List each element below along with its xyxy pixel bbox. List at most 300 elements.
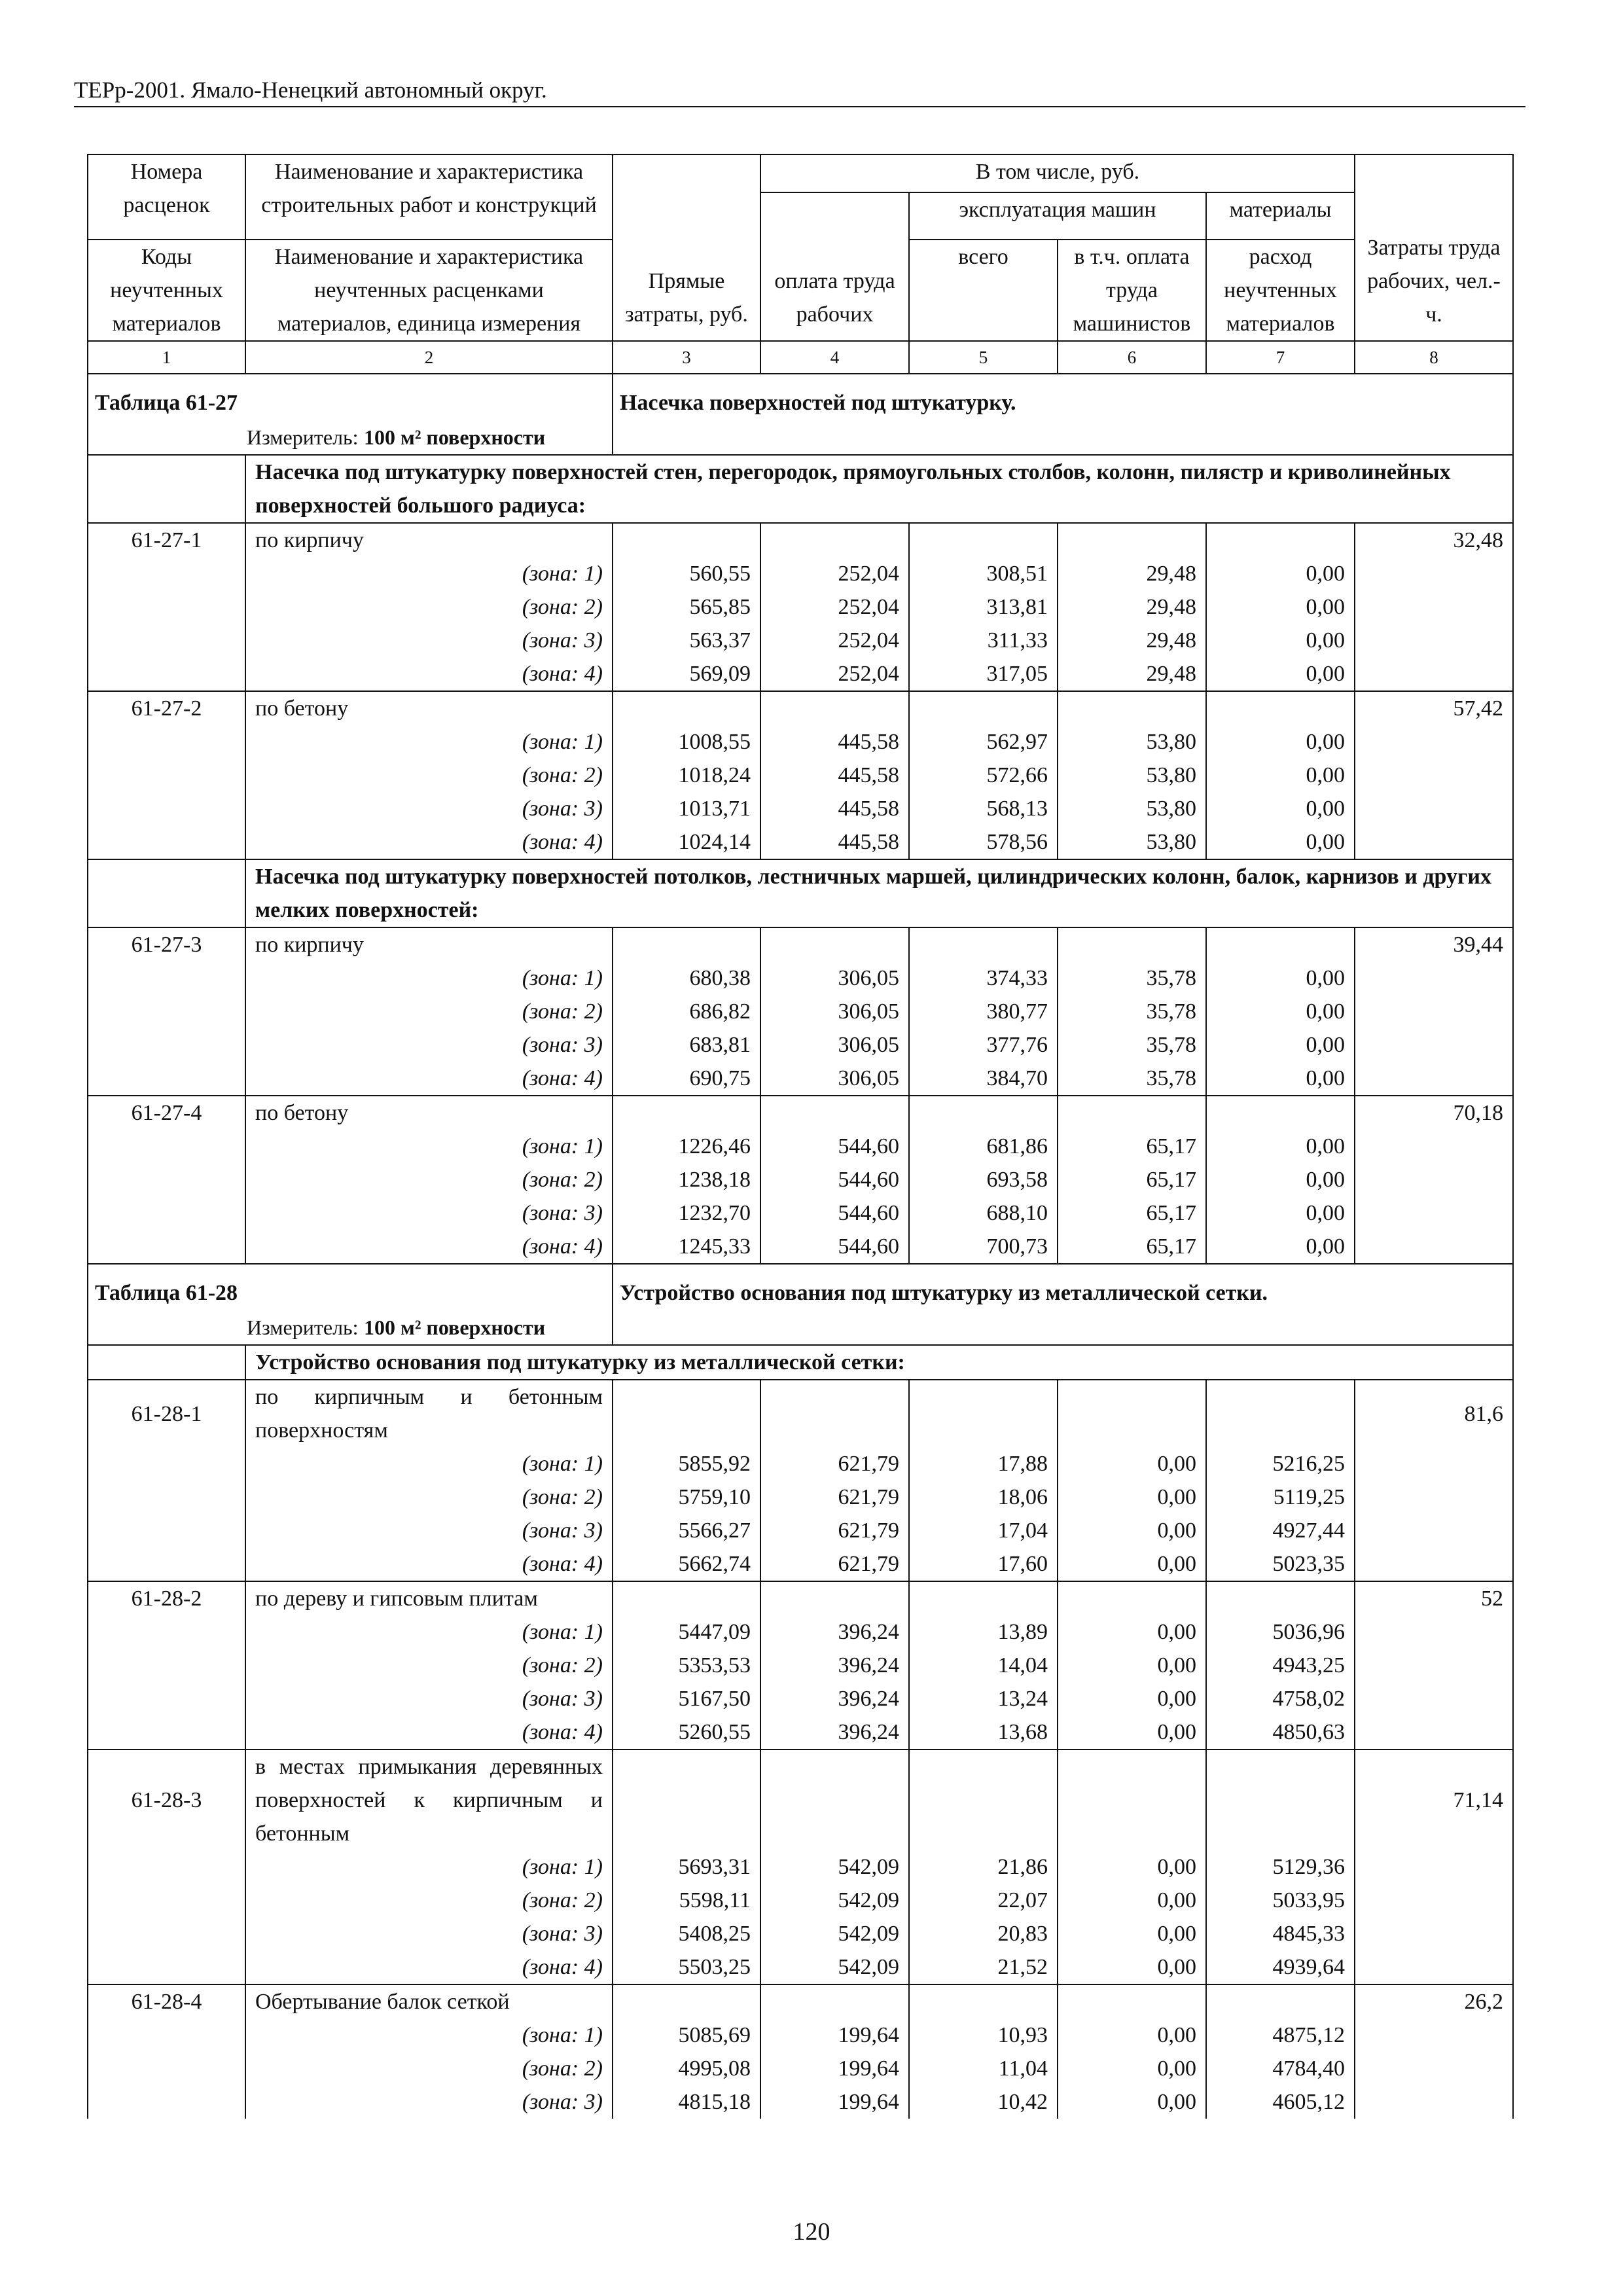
direct-cost: 686,82 xyxy=(613,995,760,1028)
empty-cell xyxy=(1206,1380,1355,1447)
empty-cell xyxy=(909,691,1058,725)
machine-cost: 700,73 xyxy=(909,1230,1058,1264)
empty-cell xyxy=(1355,1715,1513,1749)
empty-cell xyxy=(88,657,245,691)
meter xyxy=(88,421,613,455)
empty-cell xyxy=(1355,1062,1513,1096)
wage-cost: 542,09 xyxy=(760,1917,909,1950)
zone-label: (зона: 1) xyxy=(245,961,613,995)
rate-code: 61-28-1 xyxy=(88,1380,245,1447)
direct-cost: 690,75 xyxy=(613,1062,760,1096)
zone-label: (зона: 3) xyxy=(245,792,613,825)
machinist-wage: 0,00 xyxy=(1058,1850,1206,1884)
zone-label: (зона: 4) xyxy=(245,1715,613,1749)
direct-cost: 5353,53 xyxy=(613,1649,760,1682)
table-row xyxy=(88,1984,1513,2018)
material-cost: 0,00 xyxy=(1206,557,1355,590)
labor-cost: 39,44 xyxy=(1355,927,1513,961)
empty-cell xyxy=(613,1096,760,1130)
machine-cost: 317,05 xyxy=(909,657,1058,691)
col-number: 8 xyxy=(1355,341,1513,374)
material-cost: 0,00 xyxy=(1206,961,1355,995)
work-name: по бетону xyxy=(245,1096,613,1130)
machine-cost: 578,56 xyxy=(909,825,1058,859)
direct-cost: 5503,25 xyxy=(613,1950,760,1984)
empty-cell xyxy=(88,2085,245,2119)
table-row xyxy=(88,1480,1513,1514)
empty-cell xyxy=(613,927,760,961)
empty-cell xyxy=(1355,1196,1513,1230)
empty-cell xyxy=(88,624,245,657)
zone-label: (зона: 1) xyxy=(245,1615,613,1649)
material-cost: 0,00 xyxy=(1206,1163,1355,1196)
empty-cell xyxy=(909,1096,1058,1130)
empty-cell xyxy=(88,759,245,792)
empty-cell xyxy=(88,1196,245,1230)
work-name: по кирпичным и бетонным поверхностям xyxy=(245,1380,613,1447)
table-row xyxy=(88,557,1513,590)
table-row xyxy=(88,374,1513,421)
empty-cell xyxy=(88,1917,245,1950)
material-cost: 4943,25 xyxy=(1206,1649,1355,1682)
material-cost: 0,00 xyxy=(1206,725,1355,759)
empty-cell xyxy=(613,1581,760,1615)
section-heading: Насечка под штукатурку поверхностей потолков, лестничных маршей, цилиндрических колонн, балок, карнизов и других мелких поверхностей: xyxy=(245,859,1513,927)
table-row xyxy=(88,1581,1513,1615)
empty-cell xyxy=(88,2018,245,2052)
table-row xyxy=(88,2018,1513,2052)
empty-cell xyxy=(760,1380,909,1447)
empty-cell xyxy=(88,1850,245,1884)
rate-code: 61-27-3 xyxy=(88,927,245,961)
zone-label: (зона: 1) xyxy=(245,1130,613,1163)
machinist-wage: 0,00 xyxy=(1058,1715,1206,1749)
empty-cell xyxy=(1355,725,1513,759)
table-row xyxy=(88,725,1513,759)
direct-cost: 680,38 xyxy=(613,961,760,995)
labor-cost: 57,42 xyxy=(1355,691,1513,725)
meter xyxy=(88,1311,613,1345)
wage-cost: 306,05 xyxy=(760,961,909,995)
machine-cost: 17,04 xyxy=(909,1514,1058,1547)
machinist-wage: 0,00 xyxy=(1058,1917,1206,1950)
wage-cost: 445,58 xyxy=(760,792,909,825)
wage-cost: 396,24 xyxy=(760,1682,909,1715)
zone-label: (зона: 2) xyxy=(245,590,613,624)
rate-code: 61-27-2 xyxy=(88,691,245,725)
direct-cost: 683,81 xyxy=(613,1028,760,1062)
empty-cell xyxy=(88,725,245,759)
zone-label: (зона: 2) xyxy=(245,1480,613,1514)
zone-label: (зона: 1) xyxy=(245,1447,613,1480)
empty-cell xyxy=(1355,624,1513,657)
zone-label: (зона: 3) xyxy=(245,624,613,657)
material-cost: 4845,33 xyxy=(1206,1917,1355,1950)
wage-cost: 621,79 xyxy=(760,1514,909,1547)
rates-table-body xyxy=(88,374,1513,2119)
wage-cost: 252,04 xyxy=(760,590,909,624)
table-row xyxy=(88,961,1513,995)
meter-value: 100 м² поверхности xyxy=(364,425,546,449)
material-cost: 4850,63 xyxy=(1206,1715,1355,1749)
direct-cost: 5566,27 xyxy=(613,1514,760,1547)
header-col6: в т.ч. оплата труда машинистов xyxy=(1058,240,1206,341)
empty-cell xyxy=(88,1447,245,1480)
table-row xyxy=(88,523,1513,557)
table-row xyxy=(88,1196,1513,1230)
material-cost: 0,00 xyxy=(1206,759,1355,792)
col-number: 3 xyxy=(613,341,760,374)
section-heading: Насечка под штукатурку поверхностей стен, перегородок, прямоугольных столбов, колонн, пилястр и криволинейных поверхностей большого радиуса: xyxy=(245,455,1513,523)
machine-cost: 17,60 xyxy=(909,1547,1058,1581)
machinist-wage: 0,00 xyxy=(1058,1514,1206,1547)
empty-cell xyxy=(1355,961,1513,995)
empty-cell xyxy=(1206,1984,1355,2018)
empty-cell xyxy=(1355,995,1513,1028)
zone-label: (зона: 3) xyxy=(245,1196,613,1230)
table-row xyxy=(88,657,1513,691)
empty-cell xyxy=(909,1380,1058,1447)
rates-table-frame xyxy=(87,154,1512,2144)
direct-cost: 5085,69 xyxy=(613,2018,760,2052)
header-col2-bottom: Наименование и характеристика неучтенных расценками материалов, единица измерения xyxy=(245,240,613,341)
empty-cell xyxy=(909,1749,1058,1850)
machine-cost: 21,52 xyxy=(909,1950,1058,1984)
empty-cell xyxy=(1355,1230,1513,1264)
zone-label: (зона: 4) xyxy=(245,1547,613,1581)
machinist-wage: 0,00 xyxy=(1058,1884,1206,1917)
machinist-wage: 0,00 xyxy=(1058,1682,1206,1715)
wage-cost: 306,05 xyxy=(760,1062,909,1096)
zone-label: (зона: 2) xyxy=(245,1649,613,1682)
empty-cell xyxy=(88,1682,245,1715)
machine-cost: 13,89 xyxy=(909,1615,1058,1649)
material-cost: 0,00 xyxy=(1206,624,1355,657)
wage-cost: 445,58 xyxy=(760,825,909,859)
running-header: ТЕРр-2001. Ямало-Ненецкий автономный округ. xyxy=(74,77,547,103)
direct-cost: 5167,50 xyxy=(613,1682,760,1715)
wage-cost: 445,58 xyxy=(760,725,909,759)
direct-cost: 563,37 xyxy=(613,624,760,657)
material-cost: 4758,02 xyxy=(1206,1682,1355,1715)
empty-cell xyxy=(1355,2085,1513,2119)
direct-cost: 5855,92 xyxy=(613,1447,760,1480)
direct-cost: 1245,33 xyxy=(613,1230,760,1264)
empty-cell xyxy=(1355,1130,1513,1163)
material-cost: 5036,96 xyxy=(1206,1615,1355,1649)
machinist-wage: 0,00 xyxy=(1058,1950,1206,1984)
rate-code: 61-28-4 xyxy=(88,1984,245,2018)
empty-cell xyxy=(88,557,245,590)
header-col1-bottom: Коды неучтенных материалов xyxy=(88,240,245,341)
header-col7: расход неучтенных материалов xyxy=(1206,240,1355,341)
machine-cost: 568,13 xyxy=(909,792,1058,825)
empty-cell xyxy=(1355,759,1513,792)
rates-table xyxy=(87,154,1514,2119)
empty-cell xyxy=(1355,2052,1513,2085)
material-cost: 0,00 xyxy=(1206,825,1355,859)
material-cost: 0,00 xyxy=(1206,590,1355,624)
direct-cost: 1232,70 xyxy=(613,1196,760,1230)
col-number: 6 xyxy=(1058,341,1206,374)
table-row xyxy=(88,691,1513,725)
empty-cell xyxy=(1355,1917,1513,1950)
machine-cost: 688,10 xyxy=(909,1196,1058,1230)
empty-cell xyxy=(88,1480,245,1514)
empty-cell xyxy=(1355,1615,1513,1649)
material-cost: 5129,36 xyxy=(1206,1850,1355,1884)
table-row xyxy=(88,455,1513,523)
machinist-wage: 29,48 xyxy=(1058,557,1206,590)
empty-cell xyxy=(1355,1884,1513,1917)
table-description: Насечка поверхностей под штукатурку. xyxy=(613,374,1513,421)
direct-cost: 5447,09 xyxy=(613,1615,760,1649)
empty-cell xyxy=(1206,927,1355,961)
table-row xyxy=(88,1264,1513,1311)
col-number: 2 xyxy=(245,341,613,374)
machine-cost: 13,68 xyxy=(909,1715,1058,1749)
machine-cost: 313,81 xyxy=(909,590,1058,624)
table-row xyxy=(88,759,1513,792)
table-row xyxy=(88,1715,1513,1749)
wage-cost: 306,05 xyxy=(760,995,909,1028)
empty-cell xyxy=(613,1749,760,1850)
table-row xyxy=(88,1380,1513,1447)
table-row xyxy=(88,1230,1513,1264)
table-row xyxy=(88,590,1513,624)
empty-cell xyxy=(760,1984,909,2018)
empty-cell xyxy=(1355,1163,1513,1196)
wage-cost: 396,24 xyxy=(760,1615,909,1649)
zone-label: (зона: 3) xyxy=(245,2085,613,2119)
zone-label: (зона: 4) xyxy=(245,1062,613,1096)
table-row xyxy=(88,1615,1513,1649)
direct-cost: 569,09 xyxy=(613,657,760,691)
material-cost: 0,00 xyxy=(1206,995,1355,1028)
caption-spacer xyxy=(613,1311,1513,1345)
wage-cost: 252,04 xyxy=(760,557,909,590)
material-cost: 4784,40 xyxy=(1206,2052,1355,2085)
direct-cost: 565,85 xyxy=(613,590,760,624)
zone-label: (зона: 2) xyxy=(245,995,613,1028)
empty-cell xyxy=(88,792,245,825)
table-row xyxy=(88,1028,1513,1062)
meter-prefix: Измеритель: xyxy=(247,425,359,449)
machine-cost: 13,24 xyxy=(909,1682,1058,1715)
zone-label: (зона: 1) xyxy=(245,725,613,759)
machine-cost: 21,86 xyxy=(909,1850,1058,1884)
empty-cell xyxy=(760,1581,909,1615)
direct-cost: 5408,25 xyxy=(613,1917,760,1950)
header-col4: оплата труда рабочих xyxy=(760,192,909,341)
rate-code: 61-28-2 xyxy=(88,1581,245,1615)
empty-cell xyxy=(1206,523,1355,557)
machine-cost: 693,58 xyxy=(909,1163,1058,1196)
machine-cost: 18,06 xyxy=(909,1480,1058,1514)
empty-cell xyxy=(1058,1984,1206,2018)
empty-cell xyxy=(88,1062,245,1096)
empty-cell xyxy=(88,1615,245,1649)
labor-cost: 32,48 xyxy=(1355,523,1513,557)
table-row xyxy=(88,927,1513,961)
table-description: Устройство основания под штукатурку из металлической сетки. xyxy=(613,1264,1513,1311)
work-name: Обертывание балок сеткой xyxy=(245,1984,613,2018)
meter-value: 100 м² поверхности xyxy=(364,1316,546,1339)
machine-cost: 14,04 xyxy=(909,1649,1058,1682)
section-spacer xyxy=(88,1345,245,1380)
machinist-wage: 53,80 xyxy=(1058,792,1206,825)
machine-cost: 10,42 xyxy=(909,2085,1058,2119)
empty-cell xyxy=(88,1028,245,1062)
empty-cell xyxy=(1058,1096,1206,1130)
zone-label: (зона: 1) xyxy=(245,557,613,590)
table-row xyxy=(88,1062,1513,1096)
direct-cost: 4815,18 xyxy=(613,2085,760,2119)
machine-cost: 11,04 xyxy=(909,2052,1058,2085)
table-row xyxy=(88,1884,1513,1917)
empty-cell xyxy=(1355,1547,1513,1581)
table-row xyxy=(88,995,1513,1028)
zone-label: (зона: 2) xyxy=(245,2052,613,2085)
machine-cost: 384,70 xyxy=(909,1062,1058,1096)
machinist-wage: 53,80 xyxy=(1058,759,1206,792)
empty-cell xyxy=(1206,1096,1355,1130)
machinist-wage: 65,17 xyxy=(1058,1130,1206,1163)
work-name: по бетону xyxy=(245,691,613,725)
direct-cost: 5598,11 xyxy=(613,1884,760,1917)
labor-cost: 52 xyxy=(1355,1581,1513,1615)
empty-cell xyxy=(909,1581,1058,1615)
col-number: 7 xyxy=(1206,341,1355,374)
labor-cost: 70,18 xyxy=(1355,1096,1513,1130)
section-spacer xyxy=(88,455,245,523)
table-row xyxy=(88,792,1513,825)
direct-cost: 1226,46 xyxy=(613,1130,760,1163)
wage-cost: 544,60 xyxy=(760,1230,909,1264)
empty-cell xyxy=(909,1984,1058,2018)
empty-cell xyxy=(88,1649,245,1682)
empty-cell xyxy=(1355,1649,1513,1682)
empty-cell xyxy=(88,1230,245,1264)
table-row xyxy=(88,1311,1513,1345)
empty-cell xyxy=(88,995,245,1028)
rate-code: 61-28-3 xyxy=(88,1749,245,1850)
machinist-wage: 0,00 xyxy=(1058,1649,1206,1682)
wage-cost: 199,64 xyxy=(760,2018,909,2052)
empty-cell xyxy=(1355,792,1513,825)
machine-cost: 681,86 xyxy=(909,1130,1058,1163)
header-col1-top: Номера расценок xyxy=(88,154,245,240)
direct-cost: 560,55 xyxy=(613,557,760,590)
table-row xyxy=(88,1163,1513,1196)
empty-cell xyxy=(909,523,1058,557)
empty-cell xyxy=(760,927,909,961)
direct-cost: 5693,31 xyxy=(613,1850,760,1884)
material-cost: 5033,95 xyxy=(1206,1884,1355,1917)
table-row xyxy=(88,1447,1513,1480)
machinist-wage: 53,80 xyxy=(1058,725,1206,759)
empty-cell xyxy=(760,1096,909,1130)
col-number: 5 xyxy=(909,341,1058,374)
table-row xyxy=(88,624,1513,657)
zone-label: (зона: 3) xyxy=(245,1514,613,1547)
column-header xyxy=(88,154,1513,374)
wage-cost: 544,60 xyxy=(760,1163,909,1196)
machine-cost: 22,07 xyxy=(909,1884,1058,1917)
work-name: по кирпичу xyxy=(245,927,613,961)
zone-label: (зона: 1) xyxy=(245,2018,613,2052)
wage-cost: 252,04 xyxy=(760,624,909,657)
table-title: Таблица 61-28 xyxy=(88,1264,613,1311)
labor-cost: 71,14 xyxy=(1355,1749,1513,1850)
machine-cost: 10,93 xyxy=(909,2018,1058,2052)
wage-cost: 544,60 xyxy=(760,1196,909,1230)
table-row xyxy=(88,859,1513,927)
zone-label: (зона: 3) xyxy=(245,1682,613,1715)
header-rule xyxy=(74,106,1525,107)
rate-code: 61-27-1 xyxy=(88,523,245,557)
machinist-wage: 35,78 xyxy=(1058,995,1206,1028)
work-name: по дереву и гипсовым плитам xyxy=(245,1581,613,1615)
empty-cell xyxy=(1355,1950,1513,1984)
col-number: 4 xyxy=(760,341,909,374)
empty-cell xyxy=(88,2052,245,2085)
empty-cell xyxy=(88,961,245,995)
labor-cost: 81,6 xyxy=(1355,1380,1513,1447)
machine-cost: 562,97 xyxy=(909,725,1058,759)
machinist-wage: 35,78 xyxy=(1058,961,1206,995)
zone-label: (зона: 4) xyxy=(245,1950,613,1984)
section-heading: Устройство основания под штукатурку из металлической сетки: xyxy=(245,1345,1513,1380)
wage-cost: 396,24 xyxy=(760,1649,909,1682)
header-col8: Затраты труда рабочих, чел.-ч. xyxy=(1355,154,1513,341)
empty-cell xyxy=(1355,1028,1513,1062)
wage-cost: 445,58 xyxy=(760,759,909,792)
direct-cost: 5260,55 xyxy=(613,1715,760,1749)
zone-label: (зона: 3) xyxy=(245,1917,613,1950)
table-row xyxy=(88,825,1513,859)
machine-cost: 17,88 xyxy=(909,1447,1058,1480)
zone-label: (зона: 4) xyxy=(245,657,613,691)
machinist-wage: 35,78 xyxy=(1058,1028,1206,1062)
work-name: в местах примыкания деревянных поверхностей к кирпичным и бетонным xyxy=(245,1749,613,1850)
wage-cost: 199,64 xyxy=(760,2085,909,2119)
empty-cell xyxy=(1058,1749,1206,1850)
machinist-wage: 0,00 xyxy=(1058,2018,1206,2052)
machinist-wage: 0,00 xyxy=(1058,1447,1206,1480)
machinist-wage: 53,80 xyxy=(1058,825,1206,859)
header-machines: эксплуатация машин xyxy=(909,192,1206,240)
direct-cost: 5759,10 xyxy=(613,1480,760,1514)
wage-cost: 396,24 xyxy=(760,1715,909,1749)
empty-cell xyxy=(760,691,909,725)
zone-label: (зона: 2) xyxy=(245,1884,613,1917)
empty-cell xyxy=(1355,1447,1513,1480)
zone-label: (зона: 1) xyxy=(245,1850,613,1884)
meter-prefix: Измеритель: xyxy=(247,1316,359,1339)
machine-cost: 377,76 xyxy=(909,1028,1058,1062)
empty-cell xyxy=(760,523,909,557)
empty-cell xyxy=(1058,691,1206,725)
direct-cost: 1024,14 xyxy=(613,825,760,859)
empty-cell xyxy=(1355,1682,1513,1715)
machinist-wage: 65,17 xyxy=(1058,1163,1206,1196)
header-col2-top: Наименование и характеристика строительных работ и конструкций xyxy=(245,154,613,240)
material-cost: 5119,25 xyxy=(1206,1480,1355,1514)
wage-cost: 542,09 xyxy=(760,1950,909,1984)
empty-cell xyxy=(1355,557,1513,590)
machinist-wage: 65,17 xyxy=(1058,1196,1206,1230)
